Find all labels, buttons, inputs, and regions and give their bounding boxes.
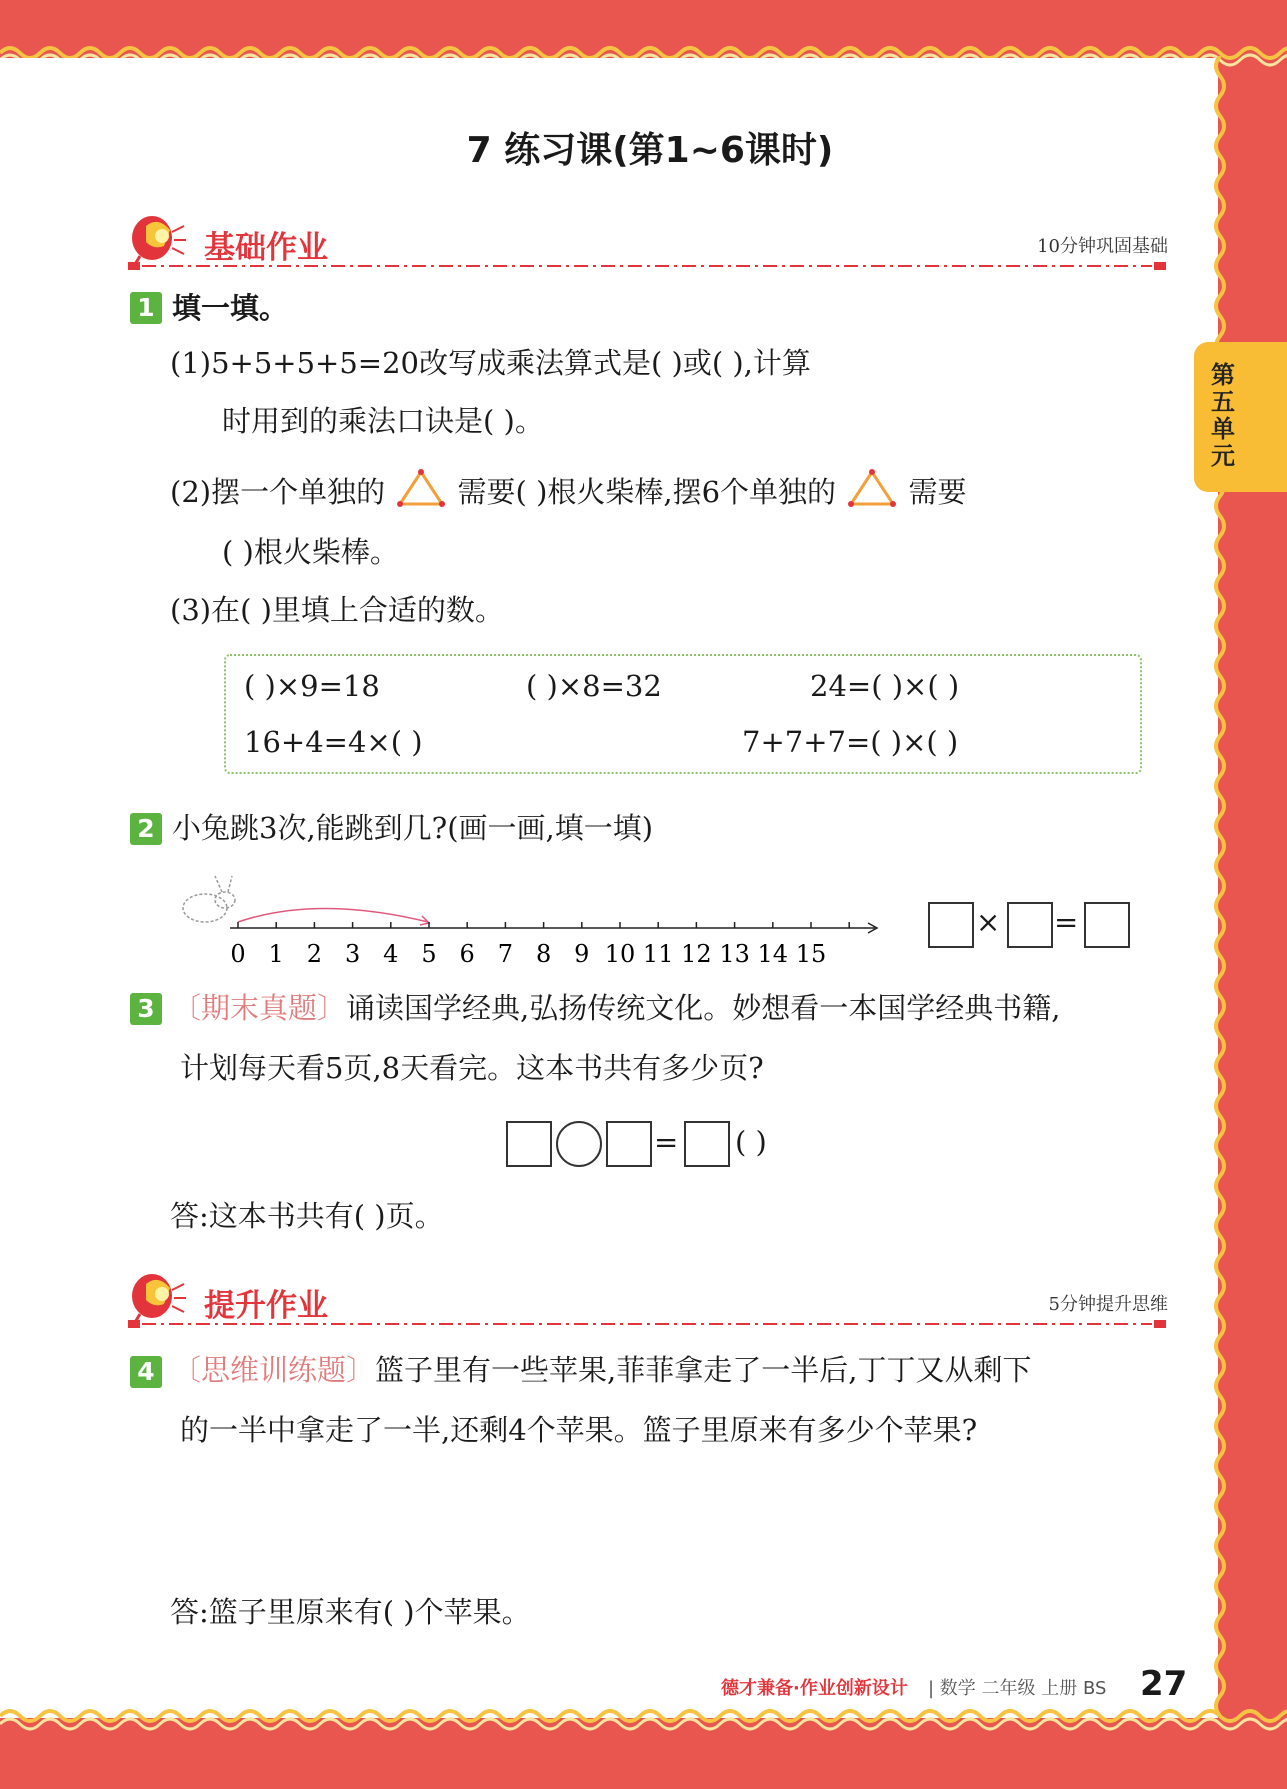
matchstick-triangle-icon bbox=[845, 468, 899, 508]
section-advanced-label: 提升作业 bbox=[204, 1288, 328, 1324]
number-line-label: 8 bbox=[535, 940, 552, 968]
question-4-number: 4 bbox=[130, 1356, 162, 1388]
q1-part2-text-b: 需要( )根火柴棒,摆6个单独的 bbox=[457, 475, 837, 509]
bottom-wavy-border bbox=[0, 1706, 1287, 1736]
q1-part1-line2: 时用到的乘法口诀是( )。 bbox=[222, 404, 544, 438]
number-line-label: 1 bbox=[268, 940, 284, 968]
section-basic-label: 基础作业 bbox=[204, 230, 328, 266]
question-4-line1 bbox=[172, 1352, 1031, 1388]
section-advanced-header bbox=[128, 1270, 1168, 1330]
number-line-label: 7 bbox=[497, 940, 514, 968]
equals-sign: = bbox=[654, 1125, 679, 1159]
number-line-label: 13 bbox=[719, 940, 750, 968]
question-3-text: 诵读国学经典,弘扬传统文化。妙想看一本国学经典书籍, bbox=[346, 991, 1061, 1025]
question-4-answer: 答:篮子里原来有( )个苹果。 bbox=[170, 1595, 531, 1629]
q1-part2-line1 bbox=[170, 468, 967, 510]
question-2-text: 小兔跳3次,能跳到几?(画一画,填一填) bbox=[172, 811, 654, 845]
question-1-number: 1 bbox=[130, 292, 162, 324]
matchstick-triangle-icon bbox=[394, 468, 448, 508]
equals-sign: = bbox=[1054, 905, 1079, 939]
question-3-line2: 计划每天看5页,8天看完。这本书共有多少页? bbox=[180, 1051, 764, 1085]
answer-box[interactable] bbox=[606, 1121, 652, 1167]
q1-part2-text-a: (2)摆一个单独的 bbox=[170, 475, 386, 509]
number-line-label: 4 bbox=[383, 940, 399, 968]
q1-part2-text-c: 需要 bbox=[908, 475, 967, 509]
footer-brand: 德才兼备·作业创新设计 bbox=[721, 1678, 908, 1699]
question-3-answer: 答:这本书共有( )页。 bbox=[170, 1199, 444, 1233]
operator-circle[interactable] bbox=[556, 1121, 602, 1167]
box-row1-a: ( )×9=18 bbox=[244, 669, 380, 703]
answer-box[interactable] bbox=[684, 1121, 730, 1167]
question-3-number: 3 bbox=[130, 993, 162, 1025]
number-line-label: 14 bbox=[757, 940, 789, 968]
section-divider bbox=[128, 260, 1168, 272]
number-line-label: 6 bbox=[459, 940, 475, 968]
question-2-number: 2 bbox=[130, 813, 162, 845]
right-wavy-border bbox=[1212, 56, 1236, 1720]
number-line bbox=[160, 870, 880, 980]
answer-box[interactable] bbox=[1084, 902, 1130, 948]
box-row2-a: 16+4=4×( ) bbox=[244, 725, 423, 759]
question-3-line1 bbox=[172, 990, 1060, 1026]
footer-info: | 数学 二年级 上册 BS bbox=[928, 1678, 1107, 1699]
number-line-label: 0 bbox=[230, 940, 246, 968]
fill-in-box bbox=[224, 654, 1142, 774]
number-line-label: 9 bbox=[574, 940, 590, 968]
box-row2-b: 7+7+7=( )×( ) bbox=[742, 725, 959, 759]
jump-arc bbox=[238, 909, 428, 923]
number-line-label: 11 bbox=[642, 940, 674, 968]
section-divider bbox=[128, 1318, 1168, 1330]
answer-box[interactable] bbox=[928, 902, 974, 948]
question-3-tag: 〔期末真题〕 bbox=[172, 991, 347, 1025]
section-basic-note: 10分钟巩固基础 bbox=[1037, 236, 1168, 257]
times-sign: × bbox=[976, 905, 1001, 939]
number-line-label: 10 bbox=[604, 940, 636, 968]
q1-part2-line2: ( )根火柴棒。 bbox=[222, 535, 399, 569]
page-number: 27 bbox=[1140, 1664, 1188, 1704]
answer-box[interactable] bbox=[1007, 902, 1053, 948]
box-row1-c: 24=( )×( ) bbox=[810, 669, 960, 703]
question-1-heading: 填一填。 bbox=[172, 291, 289, 325]
q1-part1-line1: (1)5+5+5+5=20改写成乘法算式是( )或( ),计算 bbox=[170, 346, 811, 380]
rabbit-icon bbox=[183, 876, 235, 922]
number-line-label: 12 bbox=[681, 940, 712, 968]
unit-side-tab bbox=[1194, 342, 1287, 492]
question-4-text: 篮子里有一些苹果,菲菲拿走了一半后,丁丁又从剩下 bbox=[375, 1353, 1032, 1387]
number-line-label: 2 bbox=[306, 940, 323, 968]
section-advanced-note: 5分钟提升思维 bbox=[1048, 1294, 1168, 1315]
question-4-tag: 〔思维训练题〕 bbox=[172, 1353, 376, 1387]
number-line-label: 5 bbox=[421, 940, 437, 968]
answer-box[interactable] bbox=[506, 1121, 552, 1167]
page-title: 7 练习课(第1~6课时) bbox=[466, 130, 834, 171]
number-line-label: 3 bbox=[344, 940, 361, 968]
q1-part3: (3)在( )里填上合适的数。 bbox=[170, 593, 504, 627]
unit-blank: ( ) bbox=[735, 1125, 767, 1159]
box-row1-b: ( )×8=32 bbox=[526, 669, 662, 703]
unit-side-tab-label: 第五单元 bbox=[1211, 361, 1235, 470]
number-line-label: 15 bbox=[795, 940, 827, 968]
section-basic-header bbox=[128, 212, 1168, 272]
question-4-line2: 的一半中拿走了一半,还剩4个苹果。篮子里原来有多少个苹果? bbox=[180, 1413, 978, 1447]
